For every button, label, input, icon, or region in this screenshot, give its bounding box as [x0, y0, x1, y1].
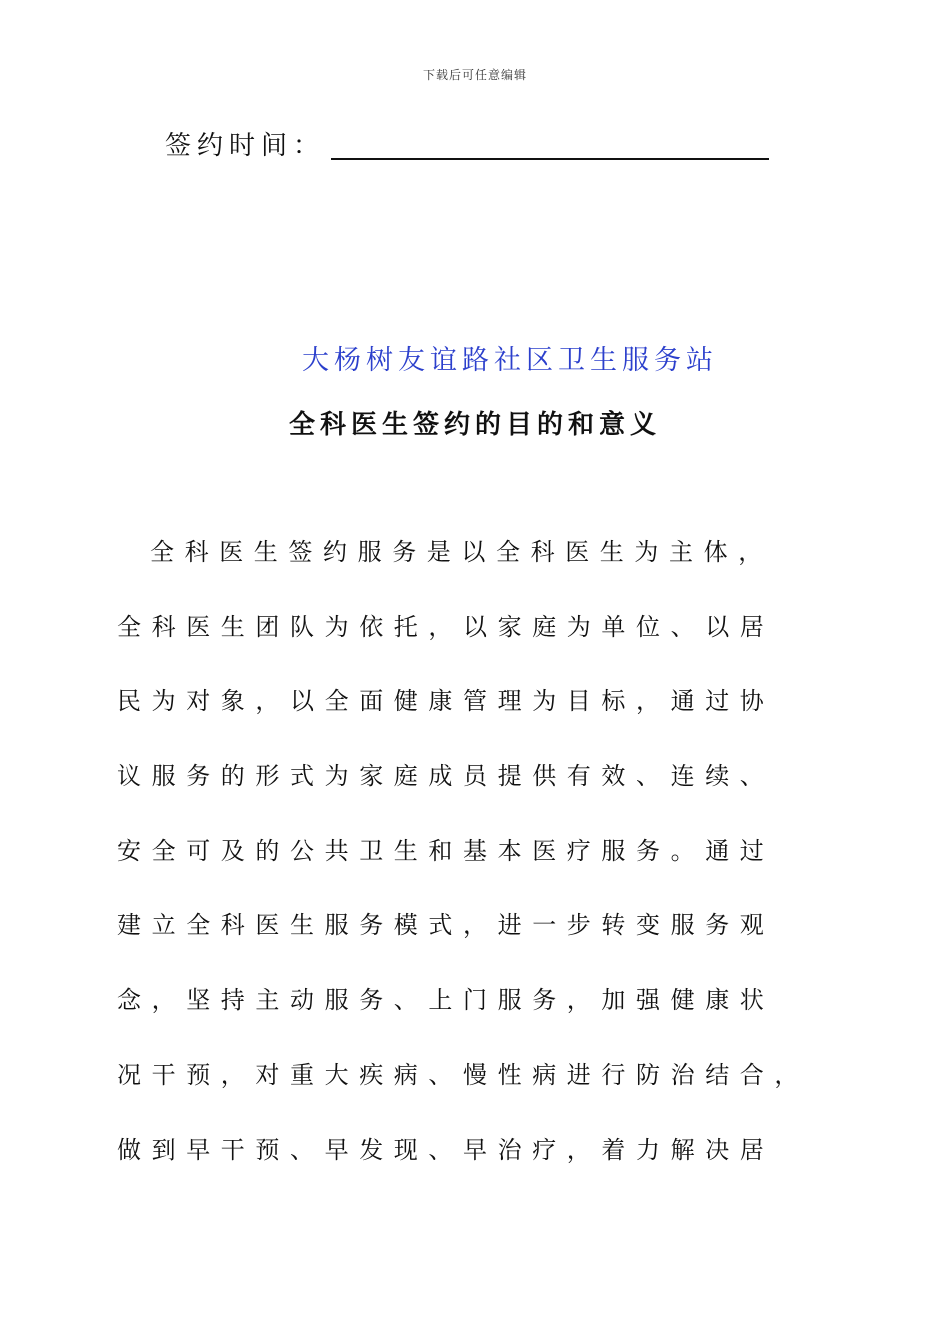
paragraph-line: 做到早干预、早发现、早治疗，着力解决居: [117, 1135, 775, 1164]
paragraph-line: 全科医生团队为依托，以家庭为单位、以居: [117, 612, 775, 641]
paragraph-line: 民为对象，以全面健康管理为目标，通过协: [117, 687, 775, 716]
body-paragraph: [117, 530, 809, 1202]
page-header-note: 下载后可任意编辑: [422, 68, 527, 82]
signature-time-row: [165, 126, 775, 166]
document-title: 全科医生签约的目的和意义: [288, 410, 661, 440]
signature-time-label: 签约时间：: [165, 131, 326, 161]
paragraph-line: 安全可及的公共卫生和基本医疗服务。通过: [117, 836, 775, 865]
paragraph-line: 况干预，对重大疾病、慢性病进行防治结合，: [117, 1060, 809, 1089]
paragraph-line: 全科医生签约服务是以全科医生为主体，: [150, 538, 773, 566]
paragraph-line: 议服务的形式为家庭成员提供有效、连续、: [117, 762, 775, 791]
paragraph-line: 念，坚持主动服务、上门服务，加强健康状: [117, 986, 775, 1015]
paragraph-line: 建立全科医生服务模式，进一步转变服务观: [117, 911, 775, 940]
signature-blank-line: [331, 158, 769, 160]
organization-name: 大杨树友谊路社区卫生服务站: [302, 345, 718, 376]
